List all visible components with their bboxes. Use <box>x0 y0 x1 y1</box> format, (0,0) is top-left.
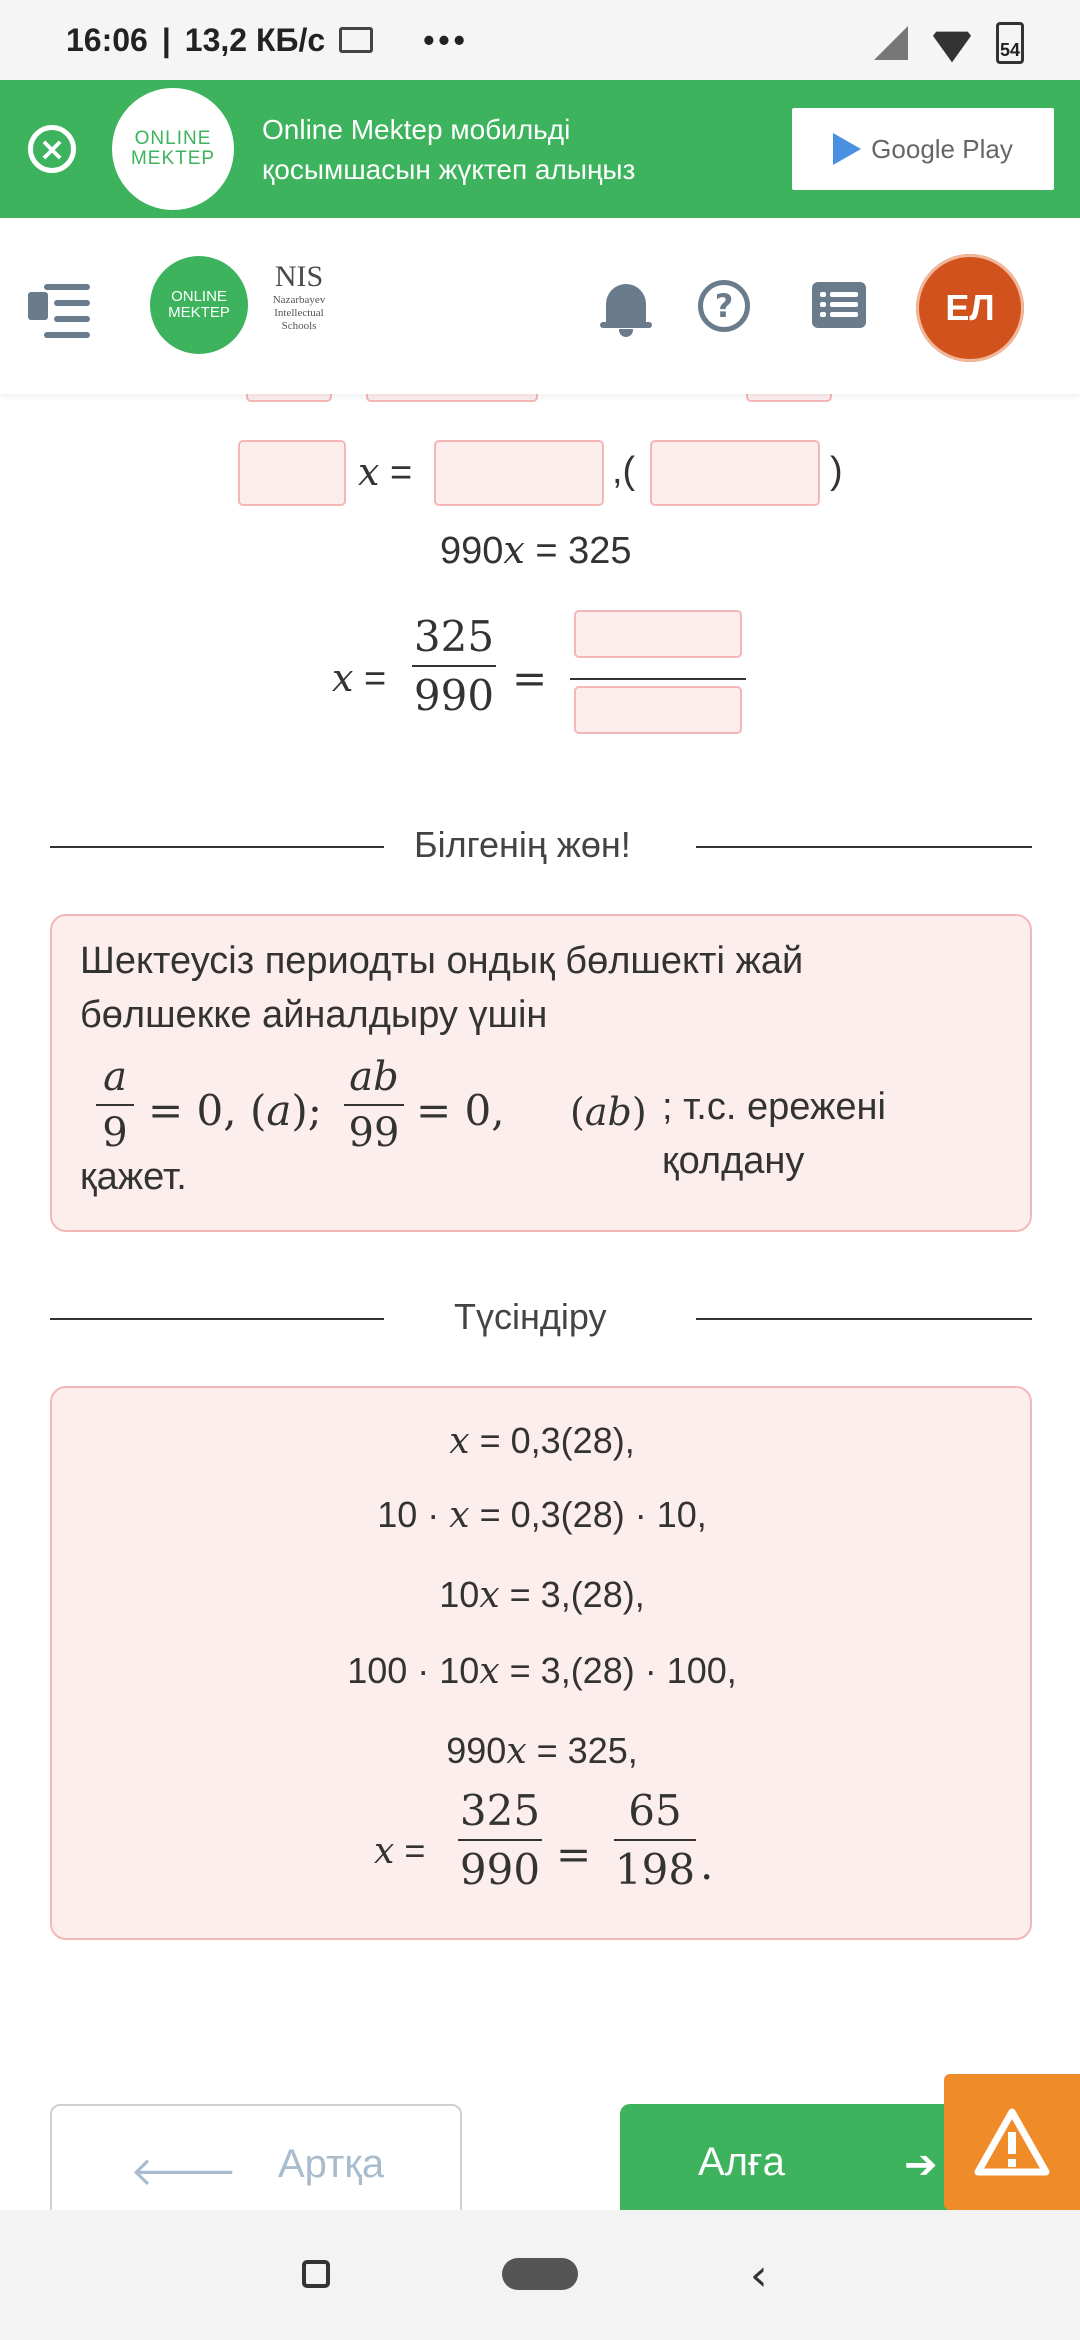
more-notifications-icon: ••• <box>423 21 469 58</box>
home-icon[interactable] <box>502 2258 578 2290</box>
section-divider <box>696 1318 1032 1320</box>
close-icon[interactable]: × <box>28 125 76 173</box>
equation-text: x = <box>332 656 387 700</box>
help-icon[interactable]: ? <box>698 280 750 332</box>
answer-input[interactable] <box>366 394 538 402</box>
fraction: 325 990 <box>459 1786 541 1894</box>
explanation-line: 990x = 325, <box>446 1730 638 1772</box>
numerator-input[interactable] <box>574 610 742 658</box>
back-button[interactable]: 🡐 Артқа <box>50 2104 462 2224</box>
network-speed: 13,2 КБ/с <box>184 21 326 58</box>
report-problem-button[interactable] <box>944 2074 1080 2210</box>
lesson-content <box>0 394 1080 2210</box>
fraction: ab 99 <box>344 1054 404 1156</box>
fraction: 325 990 <box>413 612 495 720</box>
system-navigation-bar <box>0 2210 1080 2340</box>
app-promo-banner <box>0 80 1080 218</box>
equals-sign: = <box>512 654 548 703</box>
signal-icon <box>874 26 908 60</box>
notifications-bell-icon[interactable] <box>600 278 652 338</box>
tip-title: Білгенің жөн! <box>414 824 631 865</box>
formula-text: = 0, <box>416 1086 505 1135</box>
nis-logo: NIS Nazarbayev Intellectual Schools <box>272 260 326 332</box>
explanation-line: x = 0,3(28), <box>449 1420 635 1462</box>
battery-icon: 54 <box>996 22 1024 64</box>
answer-input[interactable] <box>246 394 332 402</box>
warning-icon <box>972 2106 1052 2178</box>
explanation-box: x = 0,3(28), 10 · x = 0,3(28) · 10, 10x = 3,(28), 100 · 10x = 3,(28) · 100, 990x = 325, x = 325 990 = 65 198 . <box>50 1386 1032 1940</box>
online-mektep-logo[interactable]: ONLINE MEKTEP <box>150 256 248 354</box>
explanation-line: 10x = 3,(28), <box>439 1574 645 1616</box>
section-divider <box>50 1318 384 1320</box>
next-button[interactable]: Алға ➔ <box>620 2104 1060 2224</box>
formula-text: (ab) <box>570 1090 647 1134</box>
promo-text: Online Mektep мобильді қосымшасын жүктеп алыңыз <box>262 114 636 185</box>
tasks-list-icon[interactable] <box>812 282 866 328</box>
explanation-title: Түсіндіру <box>454 1296 607 1337</box>
arrow-right-icon: ➔ <box>904 2142 938 2188</box>
equation-text: x = <box>358 450 413 494</box>
menu-icon[interactable] <box>26 278 96 340</box>
section-divider <box>696 846 1032 848</box>
clock: 16:06 <box>66 21 148 58</box>
equals-sign: = <box>556 1830 592 1879</box>
equation-text: 990x = 325 <box>440 528 632 572</box>
fraction-bar <box>570 678 746 680</box>
cast-icon <box>339 27 373 53</box>
system-back-icon[interactable]: ‹ <box>750 2250 768 2301</box>
tip-box: Шектеусіз периодты ондық бөлшекті жай бөлшекке айналдыру үшін a 9 = 0, (a); ab 99 = 0, (ab) ; т.с. ережені қолдану қажет. <box>50 914 1032 1232</box>
fraction: a 9 <box>96 1054 134 1156</box>
status-bar: 16:06 | 13,2 КБ/с ••• 54 <box>0 0 1080 80</box>
explanation-line: 10 · x = 0,3(28) · 10, <box>377 1494 707 1536</box>
explanation-line: x = <box>374 1830 426 1872</box>
explanation-line: 100 · 10x = 3,(28) · 100, <box>347 1650 737 1692</box>
online-mektep-logo: ONLINE MEKTEP <box>112 88 234 210</box>
recent-apps-icon[interactable] <box>302 2260 330 2288</box>
denominator-input[interactable] <box>574 686 742 734</box>
formula-text: = 0, (a); <box>148 1086 322 1135</box>
arrow-left-icon: 🡐 <box>130 2149 238 2195</box>
equation-text: ,( <box>612 450 636 492</box>
answer-input[interactable] <box>434 440 604 506</box>
google-play-icon <box>833 133 861 165</box>
answer-input[interactable] <box>238 440 346 506</box>
fraction: 65 198 <box>614 1786 696 1894</box>
wifi-icon <box>930 25 974 61</box>
app-header <box>0 218 1080 394</box>
section-divider <box>50 846 384 848</box>
answer-input[interactable] <box>650 440 820 506</box>
user-avatar[interactable]: ЕЛ <box>916 254 1024 362</box>
equation-text: ) <box>830 450 843 492</box>
google-play-button[interactable]: Google Play <box>792 108 1054 190</box>
answer-input[interactable] <box>746 394 832 402</box>
